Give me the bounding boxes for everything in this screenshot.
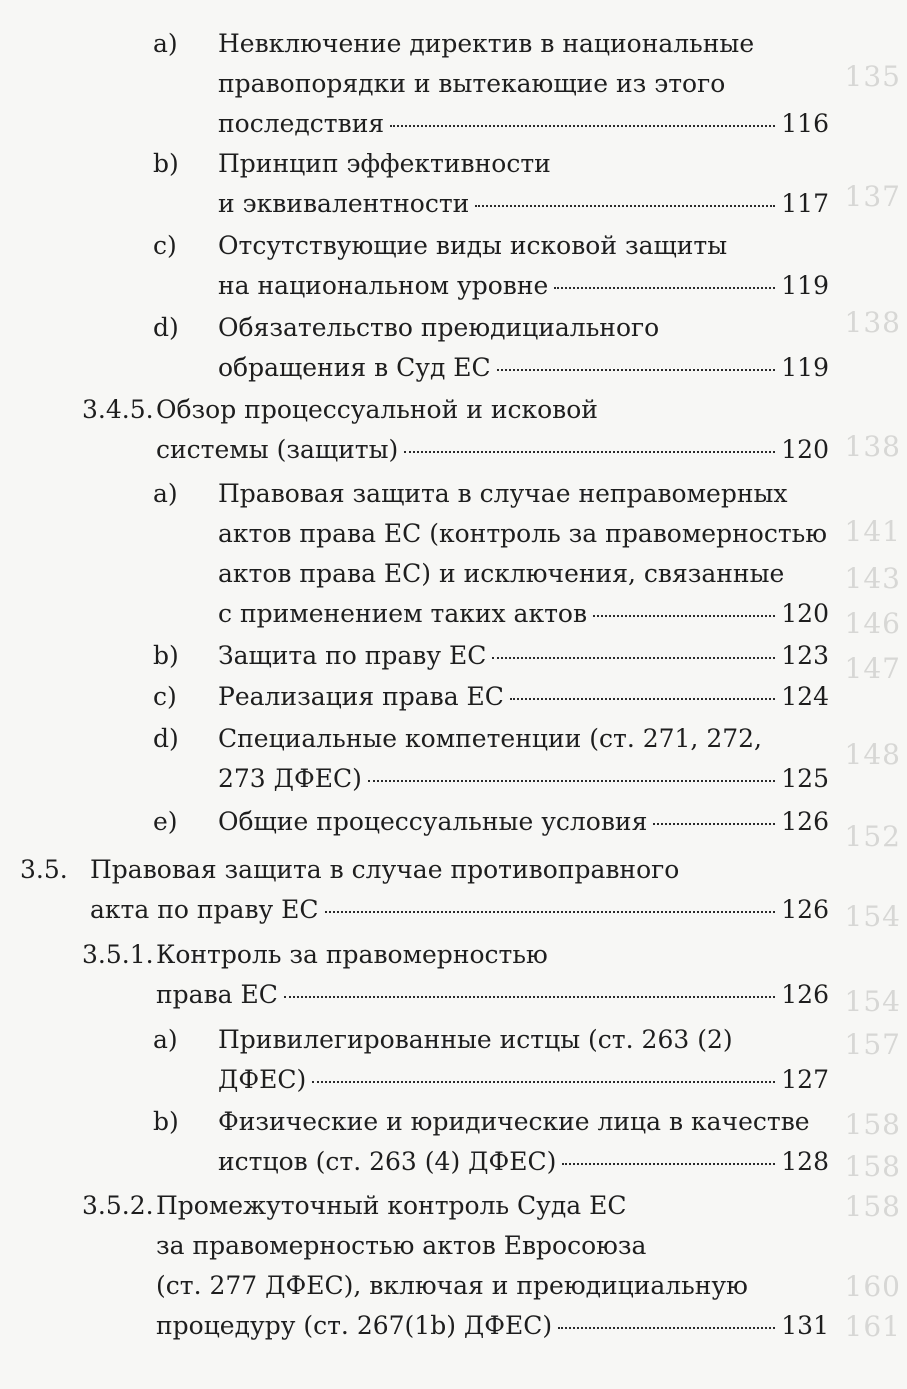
dot-leader	[593, 615, 775, 617]
entry-number: d)	[153, 724, 179, 753]
page-number: 126	[781, 807, 829, 836]
page-number: 119	[781, 353, 829, 382]
page-number: 127	[781, 1065, 829, 1094]
page-number: 123	[781, 641, 829, 670]
entry-title-line: системы (защиты)	[156, 435, 399, 464]
page-number: 120	[781, 599, 829, 628]
entry-title-line: 273 ДФЕС)	[218, 764, 362, 793]
entry-last-line	[218, 1142, 829, 1182]
entry-title-line: за правомерностью актов Евросоюза	[156, 1231, 647, 1260]
entry-title-line: Привилегированные истцы (ст. 263 (2)	[218, 1025, 733, 1054]
bleed-through: 135	[844, 60, 901, 93]
dot-leader	[653, 823, 775, 825]
page-number: 126	[781, 980, 829, 1009]
entry-number: c)	[153, 682, 177, 711]
bleed-through: 158	[844, 1150, 901, 1183]
page-number: 131	[781, 1311, 829, 1340]
bleed-through: 160	[844, 1270, 901, 1303]
entry-number: a)	[153, 1025, 178, 1054]
entry-number: e)	[153, 807, 178, 836]
bleed-through: 154	[844, 985, 901, 1018]
entry-title-line: с применением таких актов	[218, 599, 588, 628]
entry-title-line: и эквивалентности	[218, 189, 470, 218]
bleed-through: 161	[844, 1310, 901, 1343]
dot-leader	[492, 657, 775, 659]
entry-last-line	[156, 430, 829, 470]
entry-title-line: актов права ЕС) и исключения, связанные	[218, 559, 785, 588]
entry-title-line: Контроль за правомерностью	[156, 940, 548, 969]
dot-leader	[390, 125, 775, 127]
dot-leader	[475, 205, 775, 207]
dot-leader	[558, 1327, 775, 1329]
dot-leader	[312, 1081, 775, 1083]
entry-last-line	[218, 348, 829, 388]
dot-leader	[554, 287, 775, 289]
page-number: 126	[781, 895, 829, 924]
dot-leader	[510, 698, 775, 700]
bleed-through: 157	[844, 1028, 901, 1061]
entry-number: d)	[153, 313, 179, 342]
bleed-through: 143	[844, 562, 901, 595]
entry-number: b)	[153, 1107, 179, 1136]
entry-last-line	[218, 759, 829, 799]
entry-title-line: (ст. 277 ДФЕС), включая и преюдициальную	[156, 1271, 748, 1300]
bleed-through: 146	[844, 607, 901, 640]
entry-title-line: процедуру (ст. 267(1b) ДФЕС)	[156, 1311, 553, 1340]
entry-title-line: акта по праву ЕС	[90, 895, 319, 924]
bleed-through: 148	[844, 738, 901, 771]
dot-leader	[284, 996, 775, 998]
entry-title-line: Промежуточный контроль Суда ЕС	[156, 1191, 627, 1220]
entry-last-line	[218, 184, 829, 224]
bleed-through: 158	[844, 1108, 901, 1141]
entry-title-line: ДФЕС)	[218, 1065, 307, 1094]
entry-number: a)	[153, 29, 178, 58]
dot-leader	[497, 369, 776, 371]
dot-leader	[325, 911, 776, 913]
entry-number: c)	[153, 231, 177, 260]
entry-title-line: обращения в Суд ЕС	[218, 353, 491, 382]
dot-leader	[562, 1163, 775, 1165]
entry-title-line: Реализация права ЕС	[218, 682, 504, 711]
entry-title-line: Принцип эффективности	[218, 149, 551, 178]
entry-last-line	[90, 890, 829, 930]
entry-last-line	[156, 975, 829, 1015]
entry-title-line: Специальные компетенции (ст. 271, 272,	[218, 724, 762, 753]
dot-leader	[404, 451, 775, 453]
entry-title-line: Отсутствующие виды исковой защиты	[218, 231, 728, 260]
entry-number: 3.5.2.	[82, 1191, 154, 1220]
page-number: 116	[781, 109, 829, 138]
page-number: 117	[781, 189, 829, 218]
entry-last-line	[156, 1306, 829, 1346]
entry-number: 3.5.1.	[82, 940, 154, 969]
entry-number: b)	[153, 149, 179, 178]
entry-title-line: права ЕС	[156, 980, 278, 1009]
entry-title-line: Невключение директив в национальные	[218, 29, 755, 58]
entry-number: 3.4.5.	[82, 395, 154, 424]
entry-title-line: Правовая защита в случае противоправного	[90, 855, 680, 884]
entry-last-line	[218, 104, 829, 144]
entry-last-line	[218, 677, 829, 717]
entry-title-line: Общие процессуальные условия	[218, 807, 648, 836]
bleed-through: 154	[844, 900, 901, 933]
entry-title-line: Защита по праву ЕС	[218, 641, 487, 670]
bleed-through: 138	[844, 430, 901, 463]
bleed-through: 141	[844, 515, 901, 548]
entry-title-line: Обязательство преюдициального	[218, 313, 660, 342]
entry-title-line: истцов (ст. 263 (4) ДФЕС)	[218, 1147, 557, 1176]
bleed-through: 137	[844, 180, 901, 213]
dot-leader	[368, 780, 775, 782]
entry-title-line: правопорядки и вытекающие из этого	[218, 69, 726, 98]
page-number: 128	[781, 1147, 829, 1176]
entry-last-line	[218, 636, 829, 676]
entry-title-line: последствия	[218, 109, 385, 138]
entry-last-line	[218, 594, 829, 634]
page-number: 124	[781, 682, 829, 711]
bleed-through: 138	[844, 306, 901, 339]
bleed-through: 147	[844, 652, 901, 685]
bleed-through: 158	[844, 1190, 901, 1223]
entry-number: 3.5.	[20, 855, 68, 884]
page-number: 120	[781, 435, 829, 464]
entry-title-line: на национальном уровне	[218, 271, 549, 300]
entry-title-line: Физические и юридические лица в качестве	[218, 1107, 810, 1136]
entry-last-line	[218, 266, 829, 306]
bleed-through: 152	[844, 820, 901, 853]
entry-title-line: Обзор процессуальной и исковой	[156, 395, 598, 424]
page-number: 125	[781, 764, 829, 793]
entry-number: a)	[153, 479, 178, 508]
entry-title-line: Правовая защита в случае неправомерных	[218, 479, 788, 508]
entry-last-line	[218, 1060, 829, 1100]
entry-number: b)	[153, 641, 179, 670]
entry-last-line	[218, 802, 829, 842]
entry-title-line: актов права ЕС (контроль за правомерностью	[218, 519, 828, 548]
page-number: 119	[781, 271, 829, 300]
